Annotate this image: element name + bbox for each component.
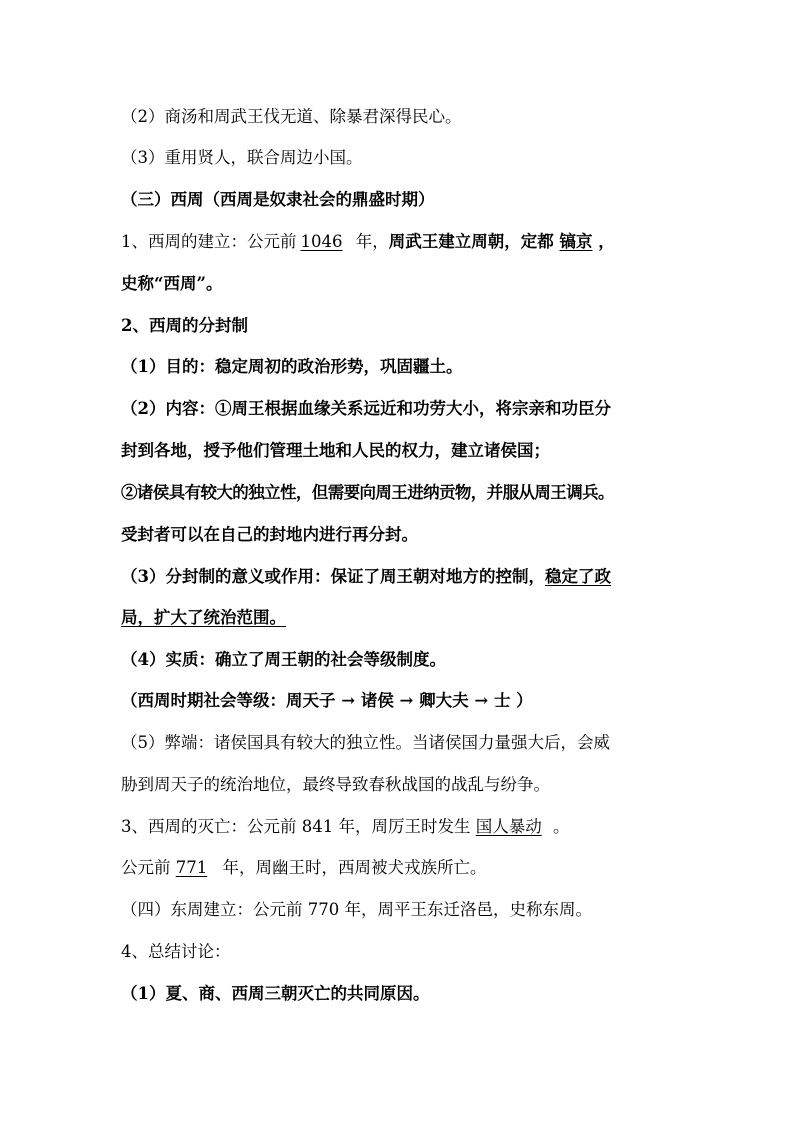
text-line-western-zhou-name: 史称“西周”。 — [121, 274, 223, 293]
text-line-content-4: 受封者可以在自己的封地内进行再分封。 — [121, 525, 418, 544]
text-line-drawback-1: （5）弊端：诸侯国具有较大的独立性。当诸侯国力量强大后，会威 — [121, 733, 610, 752]
founding-prefix: 1、西周的建立：公元前 — [121, 232, 297, 251]
significance-underlined: 稳定了政 — [544, 567, 611, 586]
text-line-founding — [121, 231, 615, 253]
text-line-significance — [121, 566, 611, 588]
text-line-eastern-zhou: （四）东周建立：公元前 770 年，周平王东迁洛邑，史称东周。 — [121, 900, 592, 919]
text-line-1: （2）商汤和周武王伐无道、除暴君深得民心。 — [121, 107, 462, 126]
text-line-essence: （4）实质：确立了周王朝的社会等级制度。 — [121, 650, 446, 669]
fall-year-prefix: 公元前 — [121, 858, 176, 877]
text-line-summary: 4、总结讨论： — [121, 942, 231, 961]
founding-year-suffix: 年， — [350, 232, 389, 251]
fall-year-blank: 771 — [175, 858, 208, 877]
fall-event-blank: 国人暴动 — [475, 817, 542, 836]
text-line-fall-year — [121, 857, 487, 879]
text-line-question-1: （1）夏、商、西周三朝灭亡的共同原因。 — [121, 984, 430, 1003]
text-line-content-2: 封到各地，授予他们管理土地和人民的权力，建立诸侯国； — [121, 441, 550, 460]
text-line-content-3: ②诸侯具有较大的独立性，但需要向周王进纳贡物，并服从周王调兵。 — [121, 483, 614, 502]
founding-year-blank: 1046 — [300, 232, 343, 251]
text-line-significance-cont: 局，扩大了统治范围。 — [121, 608, 286, 627]
text-line-drawback-2: 胁到周天子的统治地位，最终导致春秋战国的战乱与纷争。 — [121, 775, 550, 794]
significance-text: （3）分封制的意义或作用：保证了周王朝对地方的控制， — [121, 567, 545, 586]
text-line-2: （3）重用贤人，联合周边小国。 — [121, 148, 363, 167]
founding-text-bold: 周武王建立周朝，定都 — [388, 232, 560, 251]
text-line-content-1: （2）内容：①周王根据血缘关系远近和功劳大小，将宗亲和功臣分 — [121, 399, 611, 418]
text-line-purpose: （1）目的：稳定周初的政治形势，巩固疆土。 — [121, 357, 463, 376]
fall-year-suffix: 年，周幽王时，西周被犬戎族所亡。 — [217, 858, 487, 877]
text-line-fall — [121, 816, 569, 838]
capital-blank: 镐京 — [559, 232, 593, 251]
fall-suffix: 。 — [547, 817, 570, 836]
section-heading-western-zhou: （三）西周（西周是奴隶社会的鼎盛时期） — [121, 190, 435, 209]
subheading-enfeoffment: 2、西周的分封制 — [121, 316, 248, 335]
founding-comma: ， — [592, 232, 615, 251]
text-line-social-hierarchy: （西周时期社会等级：周天子 → 诸侯 → 卿大夫 → 士 ） — [121, 691, 533, 710]
fall-prefix: 3、西周的灭亡：公元前 841 年，周厉王时发生 — [121, 817, 476, 836]
